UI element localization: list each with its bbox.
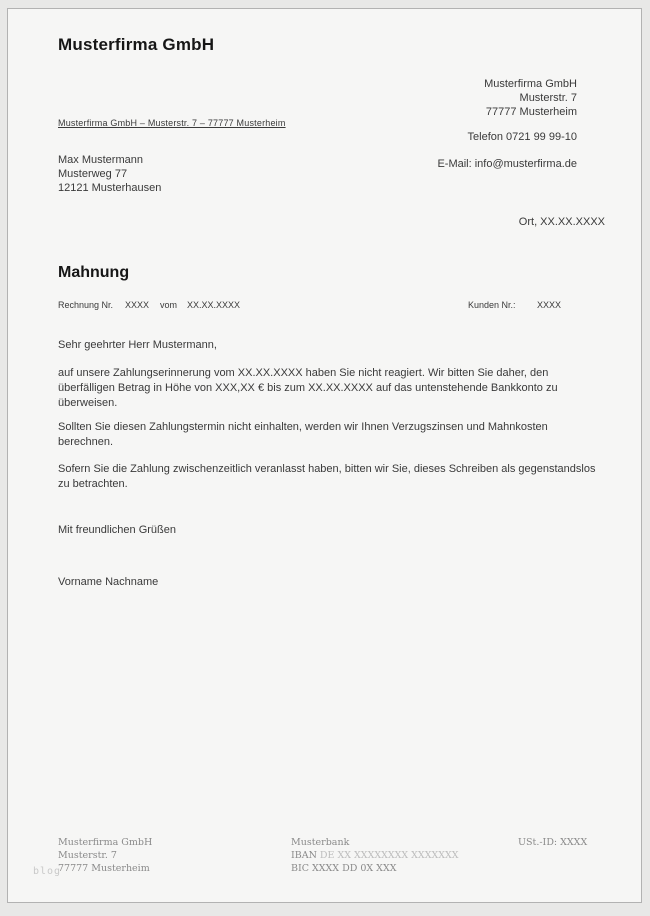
invoice-number-label: Rechnung Nr. [58, 300, 114, 310]
sender-return-address-line: Musterfirma GmbH – Musterstr. 7 – 77777 Musterheim [58, 118, 286, 128]
place-date-line: Ort, XX.XX.XXXX [518, 216, 605, 228]
footer-bank-name: Musterbank [291, 837, 350, 848]
recipient-street: Musterweg 77 [58, 168, 128, 180]
contact-address-line: 77777 Musterheim [485, 106, 577, 118]
invoice-number-value: XXXX [125, 300, 150, 310]
footer-company-name: Musterfirma GmbH [58, 837, 153, 848]
body-paragraph: Sofern Sie die Zahlung zwischenzeitlich veranlasst haben, bitten wir Sie, dieses Schreiben als gegenstandslos zu betrachten. [58, 463, 596, 490]
header-contact-address [484, 77, 577, 119]
iban-label: IBAN [291, 850, 317, 861]
closing-formula: Mit freundlichen Grüßen [58, 524, 176, 536]
invoice-date-label: vom [160, 300, 178, 310]
letter-subject-heading: Mahnung [58, 264, 130, 281]
footer-bic-line: BIC XXXX DD 0X XXX [291, 863, 397, 874]
blog-watermark: blog [33, 866, 62, 877]
reference-row [8, 300, 641, 314]
company-title: Musterfirma GmbH [58, 35, 215, 54]
recipient-name: Max Mustermann [58, 154, 143, 166]
customer-number-label: Kunden Nr.: [468, 300, 516, 310]
footer-iban-line [291, 849, 459, 862]
contact-phone: Telefon 0721 99 99-10 [467, 131, 577, 143]
contact-address-line: Musterfirma GmbH [484, 78, 577, 90]
footer-bank-block [291, 836, 459, 875]
contact-email: E-Mail: info@musterfirma.de [437, 158, 577, 170]
footer-company-city: 77777 Musterheim [58, 863, 150, 874]
letter-page [7, 8, 642, 903]
footer-company-block [58, 836, 152, 875]
signature-name: Vorname Nachname [58, 576, 159, 588]
iban-masked-value: DE XX XXXXXXXX XXXXXXX [319, 850, 459, 861]
recipient-address-block [58, 153, 161, 195]
customer-number-value: XXXX [537, 300, 562, 310]
salutation: Sehr geehrter Herr Mustermann, [58, 339, 217, 351]
body-paragraph: auf unsere Zahlungserinnerung vom XX.XX.XXXX haben Sie nicht reagiert. Wir bitten Sie daher, den überfälligen Betrag in Höhe von XXX,XX € bis zum XX.XX.XXXX auf das untenstehende Bankkonto zu überweisen. [58, 367, 558, 409]
recipient-city: 12121 Musterhausen [58, 182, 162, 194]
footer-tax-id: USt.-ID: XXXX [518, 837, 588, 848]
body-paragraph: Sollten Sie diesen Zahlungstermin nicht einhalten, werden wir Ihnen Verzugszinsen und Mahnkosten berechnen. [58, 421, 548, 448]
invoice-date-value: XX.XX.XXXX [187, 300, 241, 310]
contact-address-line: Musterstr. 7 [519, 92, 577, 104]
footer-company-street: Musterstr. 7 [58, 850, 117, 861]
